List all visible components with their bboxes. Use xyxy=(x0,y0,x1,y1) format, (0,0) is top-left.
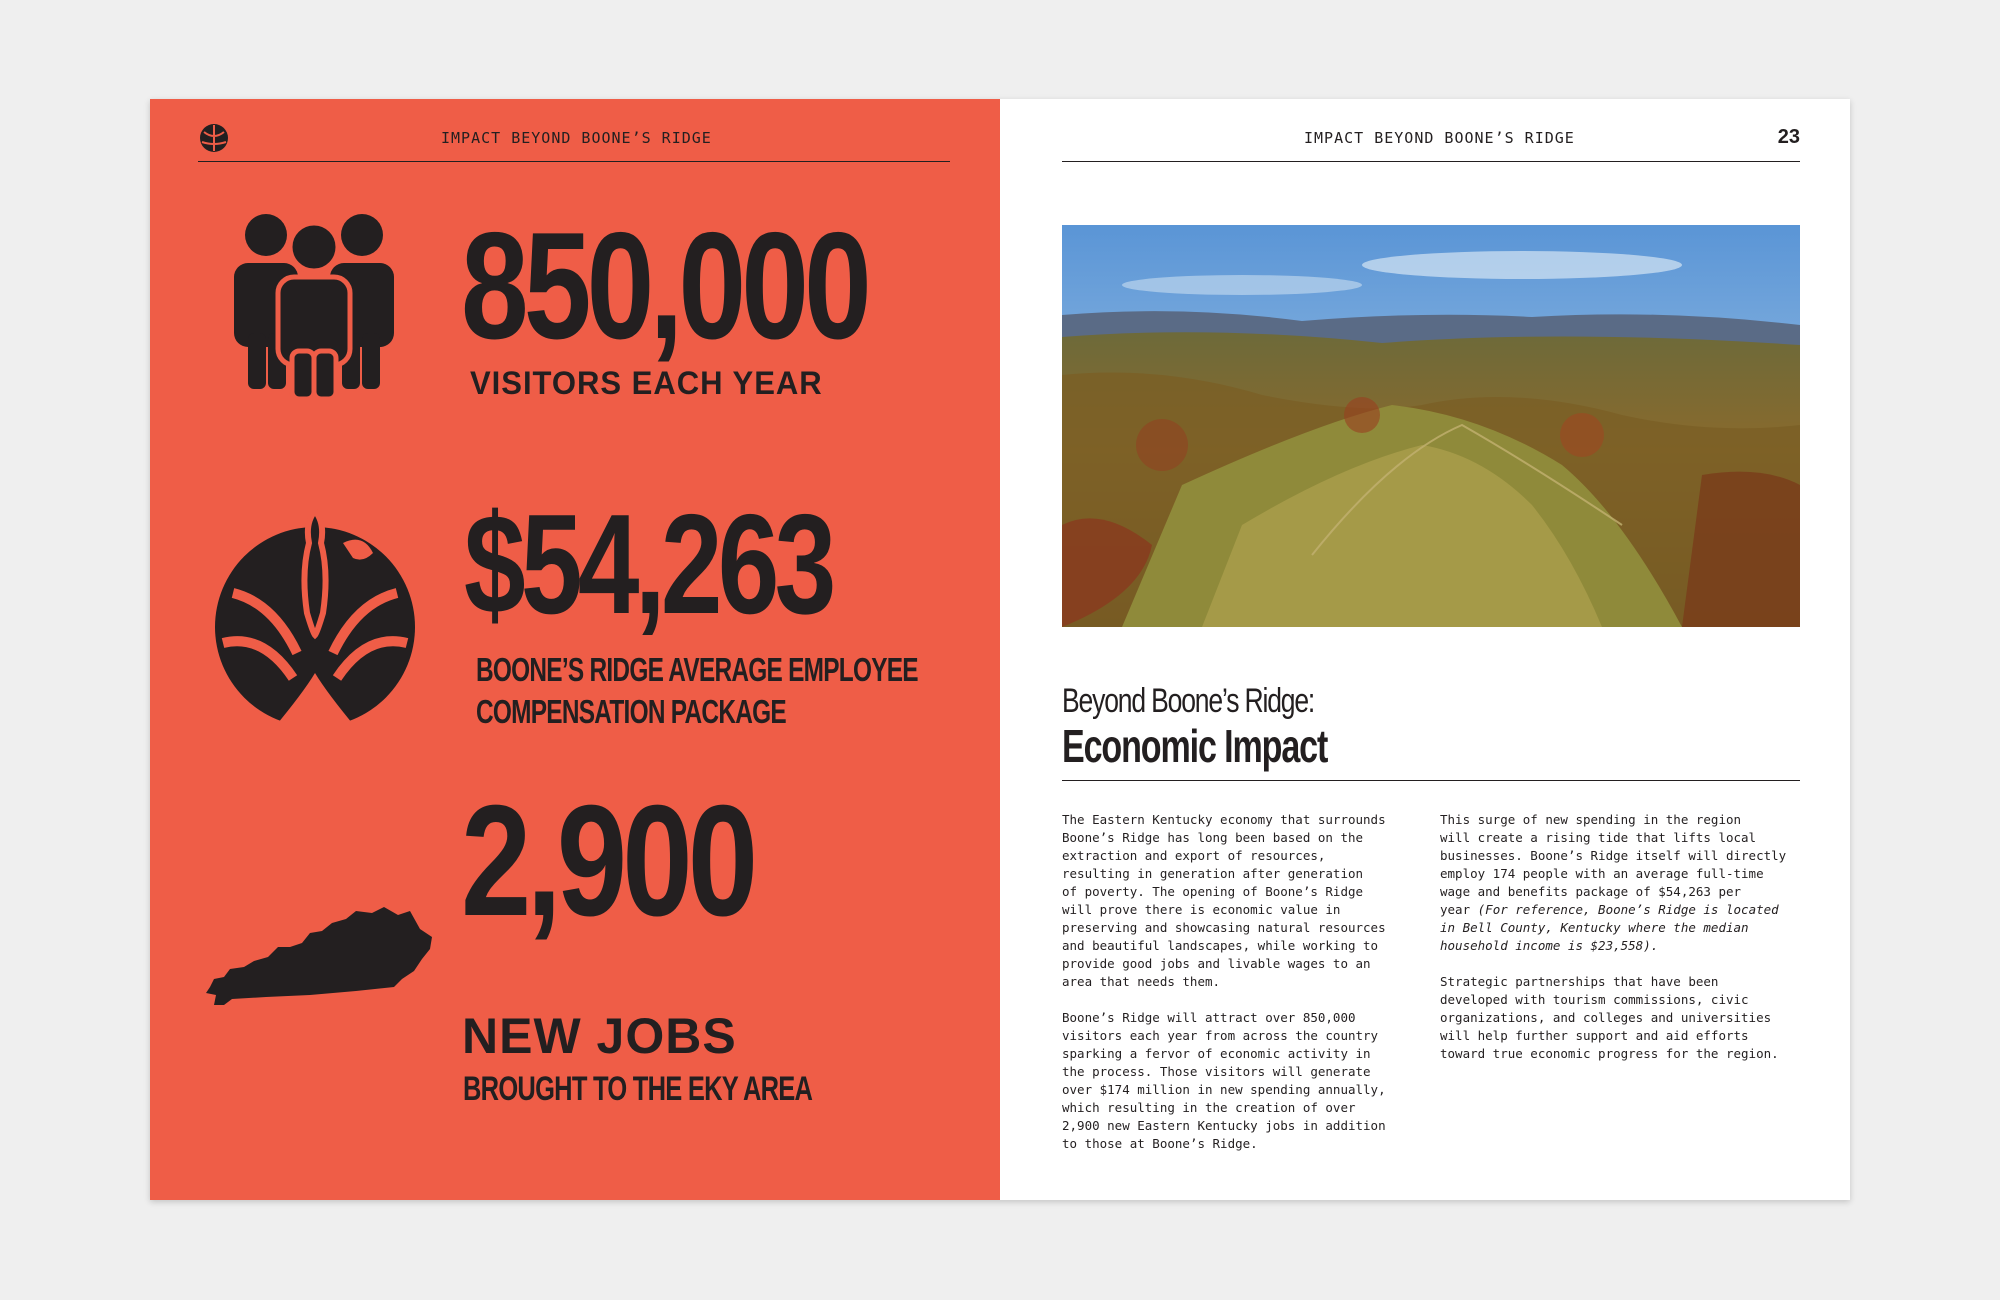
stat-jobs-caption-line1: NEW JOBS xyxy=(462,1008,737,1064)
headline-rule xyxy=(1062,780,1800,781)
running-head-left: IMPACT BEYOND BOONE’S RIDGE xyxy=(441,129,712,147)
stat-jobs-number: 2,900 xyxy=(461,773,754,949)
running-head-right: IMPACT BEYOND BOONE’S RIDGE xyxy=(1304,129,1575,147)
right-page xyxy=(1000,99,1850,1200)
aerial-autumn-mountain-ridge-photo xyxy=(1062,225,1800,627)
body-column-left xyxy=(1062,811,1422,1171)
left-page xyxy=(150,99,1000,1200)
stat-jobs-caption-line2: BROUGHT TO THE EKY AREA xyxy=(463,1070,813,1108)
kentucky-map-icon xyxy=(206,907,434,1015)
header-rule-left xyxy=(198,161,950,162)
stat-compensation-caption-line1: BOONE’S RIDGE AVERAGE EMPLOYEE xyxy=(476,651,918,688)
headline-bold: Economic Impact xyxy=(1062,720,1328,772)
body-paragraph-2: Boone’s Ridge will attract over 850,000 visitors each year from across the country sparking a fervor of economic activity in the process. Those visitors will generate over $174 million in new spending annually, which resulting in the creation of over 2,900 new Eastern Kentucky jobs in addition to those at Boone’s Ridge. xyxy=(1062,1010,1386,1151)
stat-visitors-number: 850,000 xyxy=(461,201,867,371)
stat-compensation-number: $54,263 xyxy=(464,485,832,644)
header-rule-right xyxy=(1062,161,1800,162)
body-paragraph-4: Strategic partnerships that have been developed with tourism commissions, civic organizations, and colleges and universities will help further support and aid efforts toward true economic progress for the region. xyxy=(1440,974,1779,1061)
ridge-emblem-icon xyxy=(213,503,417,729)
magazine-spread xyxy=(150,99,1850,1200)
body-paragraph-3-italic: (For reference, Boone’s Ridge is located in Bell County, Kentucky where the median household income is $23,558). xyxy=(1440,902,1779,953)
body-paragraph-1: The Eastern Kentucky economy that surrounds Boone’s Ridge has long been based on the extraction and export of resources, resulting in generation after generation of poverty. The opening of Boone’s Ridge will prove there is economic value in preserving and showcasing natural resources and beautiful landscapes, while working to provide good jobs and livable wages to an area that needs them. xyxy=(1062,812,1386,989)
stat-visitors-caption: VISITORS EACH YEAR xyxy=(470,365,823,401)
body-column-right xyxy=(1440,811,1810,1081)
page-number: 23 xyxy=(1777,126,1800,148)
body-paragraph-3-text: This surge of new spending in the region will create a rising tide that lifts local businesses. Boone’s Ridge itself will directly employ 174 people with an average full-time wage and benefits package of $54,263 per year xyxy=(1440,812,1787,917)
stat-compensation-caption-line2: COMPENSATION PACKAGE xyxy=(476,693,786,730)
leaf-emblem-icon xyxy=(198,120,230,154)
headline-light: Beyond Boone’s Ridge: xyxy=(1062,682,1315,720)
people-group-icon xyxy=(234,213,394,399)
body-paragraph-3 xyxy=(1440,811,1810,955)
